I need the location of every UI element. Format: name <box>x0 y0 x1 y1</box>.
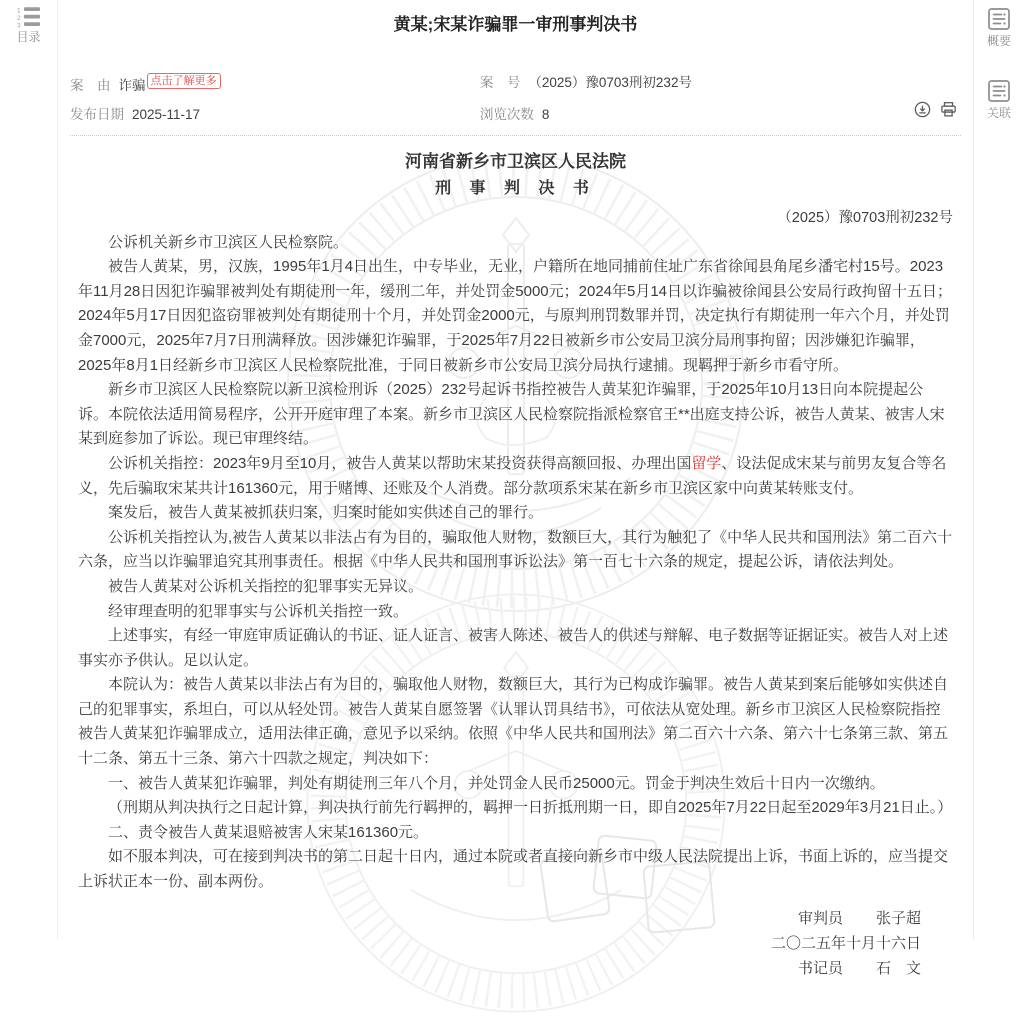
summary-button[interactable] <box>974 6 1024 48</box>
related-label: 关联 <box>986 106 1011 120</box>
paragraph-facts-consistent: 经审理查明的犯罪事实与公诉机关指控一致。 <box>108 602 409 620</box>
clerk-name: 石 文 <box>875 959 921 977</box>
case-no-value: （2025）豫0703刑初232号 <box>528 75 692 90</box>
paragraph-no-objection: 被告人黄某对公诉机关指控的犯罪事实无异议。 <box>108 577 424 595</box>
meta-section <box>70 73 961 136</box>
cause-label: 案 由 <box>70 78 111 93</box>
cause-more-badge[interactable]: 点击了解更多 <box>147 73 221 89</box>
case-no-label: 案 号 <box>479 75 521 90</box>
views-value: 8 <box>541 107 550 122</box>
paragraph-prosecutor: 公诉机关新乡市卫滨区人民检察院。 <box>108 233 349 251</box>
signature-block <box>78 906 953 981</box>
charge-text-pre: 公诉机关指控：2023年9月至10月，被告人黄某以帮助宋某投资获得高额回报、办理出国 <box>108 454 692 472</box>
paragraph-procedure: 新乡市卫滨区人民检察院以新卫滨检刑诉（2025）232号起诉书指控被告人黄某犯诈骗罪，于2025年10月13日向本院提起公诉。本院依法适用简易程序，公开开庭审理了本案。新乡市卫滨区人民检察院指派检察官王**出庭支持公诉，被告人黄某、被害人宋某到庭参加了诉讼。现已审理终结。 <box>78 381 945 448</box>
judge-label: 审判员 <box>797 909 843 927</box>
numbered-list-icon <box>17 6 41 28</box>
paragraph-verdict-1: 一、被告人黄某犯诈骗罪，判处有期徒刑三年八个月，并处罚金人民币25000元。罚金于判决生效后十日内一次缴纳。 <box>108 774 885 792</box>
page-title: 黄某;宋某诈骗罪一审刑事判决书 <box>393 15 638 34</box>
paragraph-charge <box>78 452 953 501</box>
related-button[interactable] <box>974 78 1024 120</box>
signature-date: 二〇二五年十月十六日 <box>770 934 921 952</box>
publish-date-label: 发布日期 <box>70 107 124 122</box>
meta-publish-date <box>70 105 480 125</box>
paragraph-verdict-2: 二、责令被告人黄某退赔被害人宋某161360元。 <box>108 823 429 841</box>
right-sidebar <box>973 0 1024 939</box>
paragraph-confession: 案发后，被告人黄某被抓获归案，归案时能如实供述自己的罪行。 <box>108 504 544 522</box>
document-outline-icon <box>986 6 1012 32</box>
svg-text:2: 2 <box>16 15 21 22</box>
judge-name: 张子超 <box>875 909 921 927</box>
meta-cause <box>70 73 480 96</box>
charge-text-post: 、设法促成宋某与前男友复合等名义，先后骗取宋某共计161360元，用于赌博、还账及个人消费。部分款项系宋某在新乡市卫滨区家中向黄某转账支付。 <box>78 454 947 497</box>
signature-judge <box>78 906 921 931</box>
toc-button[interactable] <box>0 6 57 44</box>
paragraph-prosecution-opinion: 公诉机关指控认为,被告人黄某以非法占有为目的，骗取他人财物，数额巨大，其行为触犯了《中华人民共和国刑法》第二百六十六条，应当以诈骗罪追究其刑事责任。根据《中华人民共和国刑事诉讼法》第一百七十六条的规定，提起公诉，请依法判处。 <box>78 528 953 571</box>
clerk-label: 书记员 <box>797 959 843 977</box>
meta-case-number <box>480 73 961 96</box>
liuxue-link[interactable]: 留学 <box>691 454 722 472</box>
summary-label: 概要 <box>986 34 1011 48</box>
download-icon[interactable] <box>914 101 931 121</box>
court-name: 河南省新乡市卫滨区人民法院 <box>405 152 626 171</box>
paragraph-evidence: 上述事实，有经一审庭审质证确认的书证、证人证言、被害人陈述、被告人的供述与辩解、电子数据等证据证实。被告人对上述事实亦予供认。足以认定。 <box>78 627 949 669</box>
document-type: 刑 事 判 决 书 <box>435 180 596 197</box>
meta-views <box>480 105 961 125</box>
paragraph-appeal-rights: 如不服本判决，可在接到判决书的第二日起十日内，通过本院或者直接向新乡市中级人民法院提出上诉，书面上诉的，应当提交上诉状正本一份、副本两份。 <box>78 848 949 891</box>
main-content <box>58 0 973 977</box>
document-outline-icon <box>986 78 1012 104</box>
paragraph-term-note: （刑期从判决执行之日起计算，判决执行前先行羁押的，羁押一日折抵刑期一日，即自2025年7月22日起至2029年3月21日止。） <box>108 799 953 817</box>
publish-date-value: 2025-11-17 <box>132 107 201 122</box>
meta-separator <box>70 135 961 136</box>
paragraph-defendant-info: 被告人黄某，男，汉族，1995年1月4日出生，中专毕业，无业，户籍所在地同捕前住址广东省徐闻县角尾乡潘宅村15号。2023年11月28日因犯诈骗罪被判处有期徒刑一年，缓刑二年，并处罚金5000元；2024年5月14日以诈骗被徐闻县公安局行政拘留十五日；2024年5月17日因犯盗窃罪被判处有期徒刑十个月，并处罚金2000元，与原判刑罚数罪并罚，决定执行有期徒刑一年六个月，并处罚金7000元，2025年7月7日刑满释放。因涉嫌犯诈骗罪，于2025年7月22日被新乡市公安局卫滨分局刑事拘留；因涉嫌犯诈骗罪，2025年8月1日经新乡市卫滨区人民检察院批准，于同日被新乡市公安局卫滨分局执行逮捕。现羁押于新乡市看守所。 <box>78 258 953 374</box>
meta-actions <box>914 101 957 121</box>
case-number: （2025）豫0703刑初232号 <box>777 210 953 226</box>
svg-text:3: 3 <box>16 22 21 30</box>
print-icon[interactable] <box>940 101 957 121</box>
cause-value: 诈骗 <box>118 78 146 93</box>
judgment-document <box>70 136 961 981</box>
signature-clerk <box>78 956 921 981</box>
views-label: 浏览次数 <box>479 107 534 122</box>
paragraph-court-opinion: 本院认为：被告人黄某以非法占有为目的，骗取他人财物，数额巨大，其行为已构成诈骗罪。被告人黄某到案后能够如实供述自己的犯罪事实，系坦白，可以从轻处罚。被告人黄某自愿签署《认罪认罚具结书》，可依法从宽处理。新乡市卫滨区人民检察院指控被告人黄某犯诈骗罪成立，适用法律正确，意见予以采纳。依照《中华人民共和国刑法》第二百六十六条、第六十七条第三款、第五十二条、第五十三条、第六十四款之规定，判决如下： <box>78 676 949 768</box>
toc-label: 目录 <box>16 30 41 44</box>
left-sidebar <box>0 0 58 939</box>
svg-text:1: 1 <box>16 7 21 15</box>
